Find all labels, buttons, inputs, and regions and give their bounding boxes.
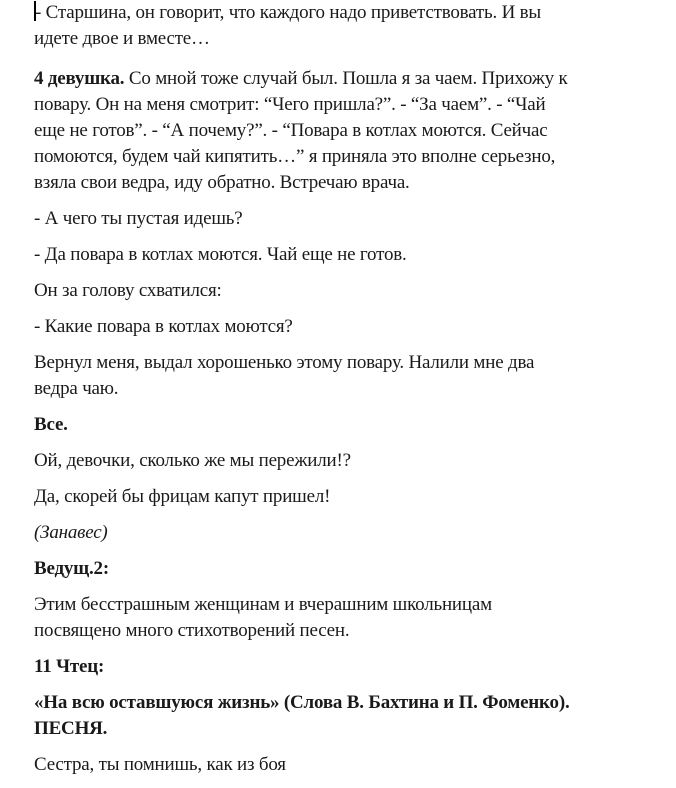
paragraph-13[interactable]: [34, 592, 674, 644]
stage-direction[interactable]: [34, 520, 674, 546]
text-line: - Какие повара в котлах моются?: [34, 316, 293, 337]
speaker-label: 4 девушка.: [34, 68, 125, 89]
text-line: - Да повара в котлах моются. Чай еще не готов.: [34, 244, 407, 265]
text-line: (Занавес): [34, 522, 108, 543]
song-title[interactable]: [34, 690, 674, 742]
text-line: Ой, девочки, сколько же мы пережили!?: [34, 450, 351, 471]
text-line: Вернул меня, выдал хорошенько этому повару. Налили мне два: [34, 352, 535, 373]
text-line: взяла свои ведра, иду обратно. Встречаю врача.: [34, 172, 410, 193]
speaker-heading-all[interactable]: [34, 412, 674, 438]
paragraph-1[interactable]: [34, 0, 674, 52]
paragraph-3[interactable]: [34, 206, 674, 232]
text-line: Со мной тоже случай был. Пошла я за чаем. Прихожу к: [124, 68, 568, 89]
paragraph-4[interactable]: [34, 242, 674, 268]
text-line: - А чего ты пустая идешь?: [34, 208, 243, 229]
text-line: «На всю оставшуюся жизнь» (Слова В. Бахтина и П. Фоменко).: [34, 692, 570, 713]
text-line: Ведущ.2:: [34, 558, 109, 579]
text-line: 11 Чтец:: [34, 656, 105, 677]
paragraph-16[interactable]: [34, 752, 674, 778]
paragraph-10[interactable]: [34, 484, 674, 510]
text-line: посвящено много стихотворений песен.: [34, 620, 350, 641]
text-line: ведра чаю.: [34, 378, 119, 399]
speaker-heading-host2[interactable]: [34, 556, 674, 582]
text-line: Он за голову схватился:: [34, 280, 222, 301]
paragraph-2[interactable]: [34, 66, 674, 196]
text-line: повару. Он на меня смотрит: “Чего пришла?”. - “За чаем”. - “Чай: [34, 94, 546, 115]
text-line: идете двое и вместе…: [34, 28, 210, 49]
text-line: Да, скорей бы фрицам капут пришел!: [34, 486, 331, 507]
text-line: - Старшина, он говорит, что каждого надо приветствовать. И вы: [35, 2, 541, 23]
paragraph-6[interactable]: [34, 314, 674, 340]
text-line: помоются, будем чай кипятить…” я приняла это вполне серьезно,: [34, 146, 556, 167]
text-line: еще не готов”. - “А почему?”. - “Повара в котлах моются. Сейчас: [34, 120, 548, 141]
paragraph-5[interactable]: [34, 278, 674, 304]
text-line: Все.: [34, 414, 68, 435]
text-line: ПЕСНЯ.: [34, 718, 108, 739]
speaker-heading-reader11[interactable]: [34, 654, 674, 680]
text-line: Этим бесстрашным женщинам и вчерашним школьницам: [34, 594, 492, 615]
paragraph-7[interactable]: [34, 350, 674, 402]
document-page[interactable]: [34, 0, 674, 788]
paragraph-9[interactable]: [34, 448, 674, 474]
text-line: Сестра, ты помнишь, как из боя: [34, 754, 286, 775]
